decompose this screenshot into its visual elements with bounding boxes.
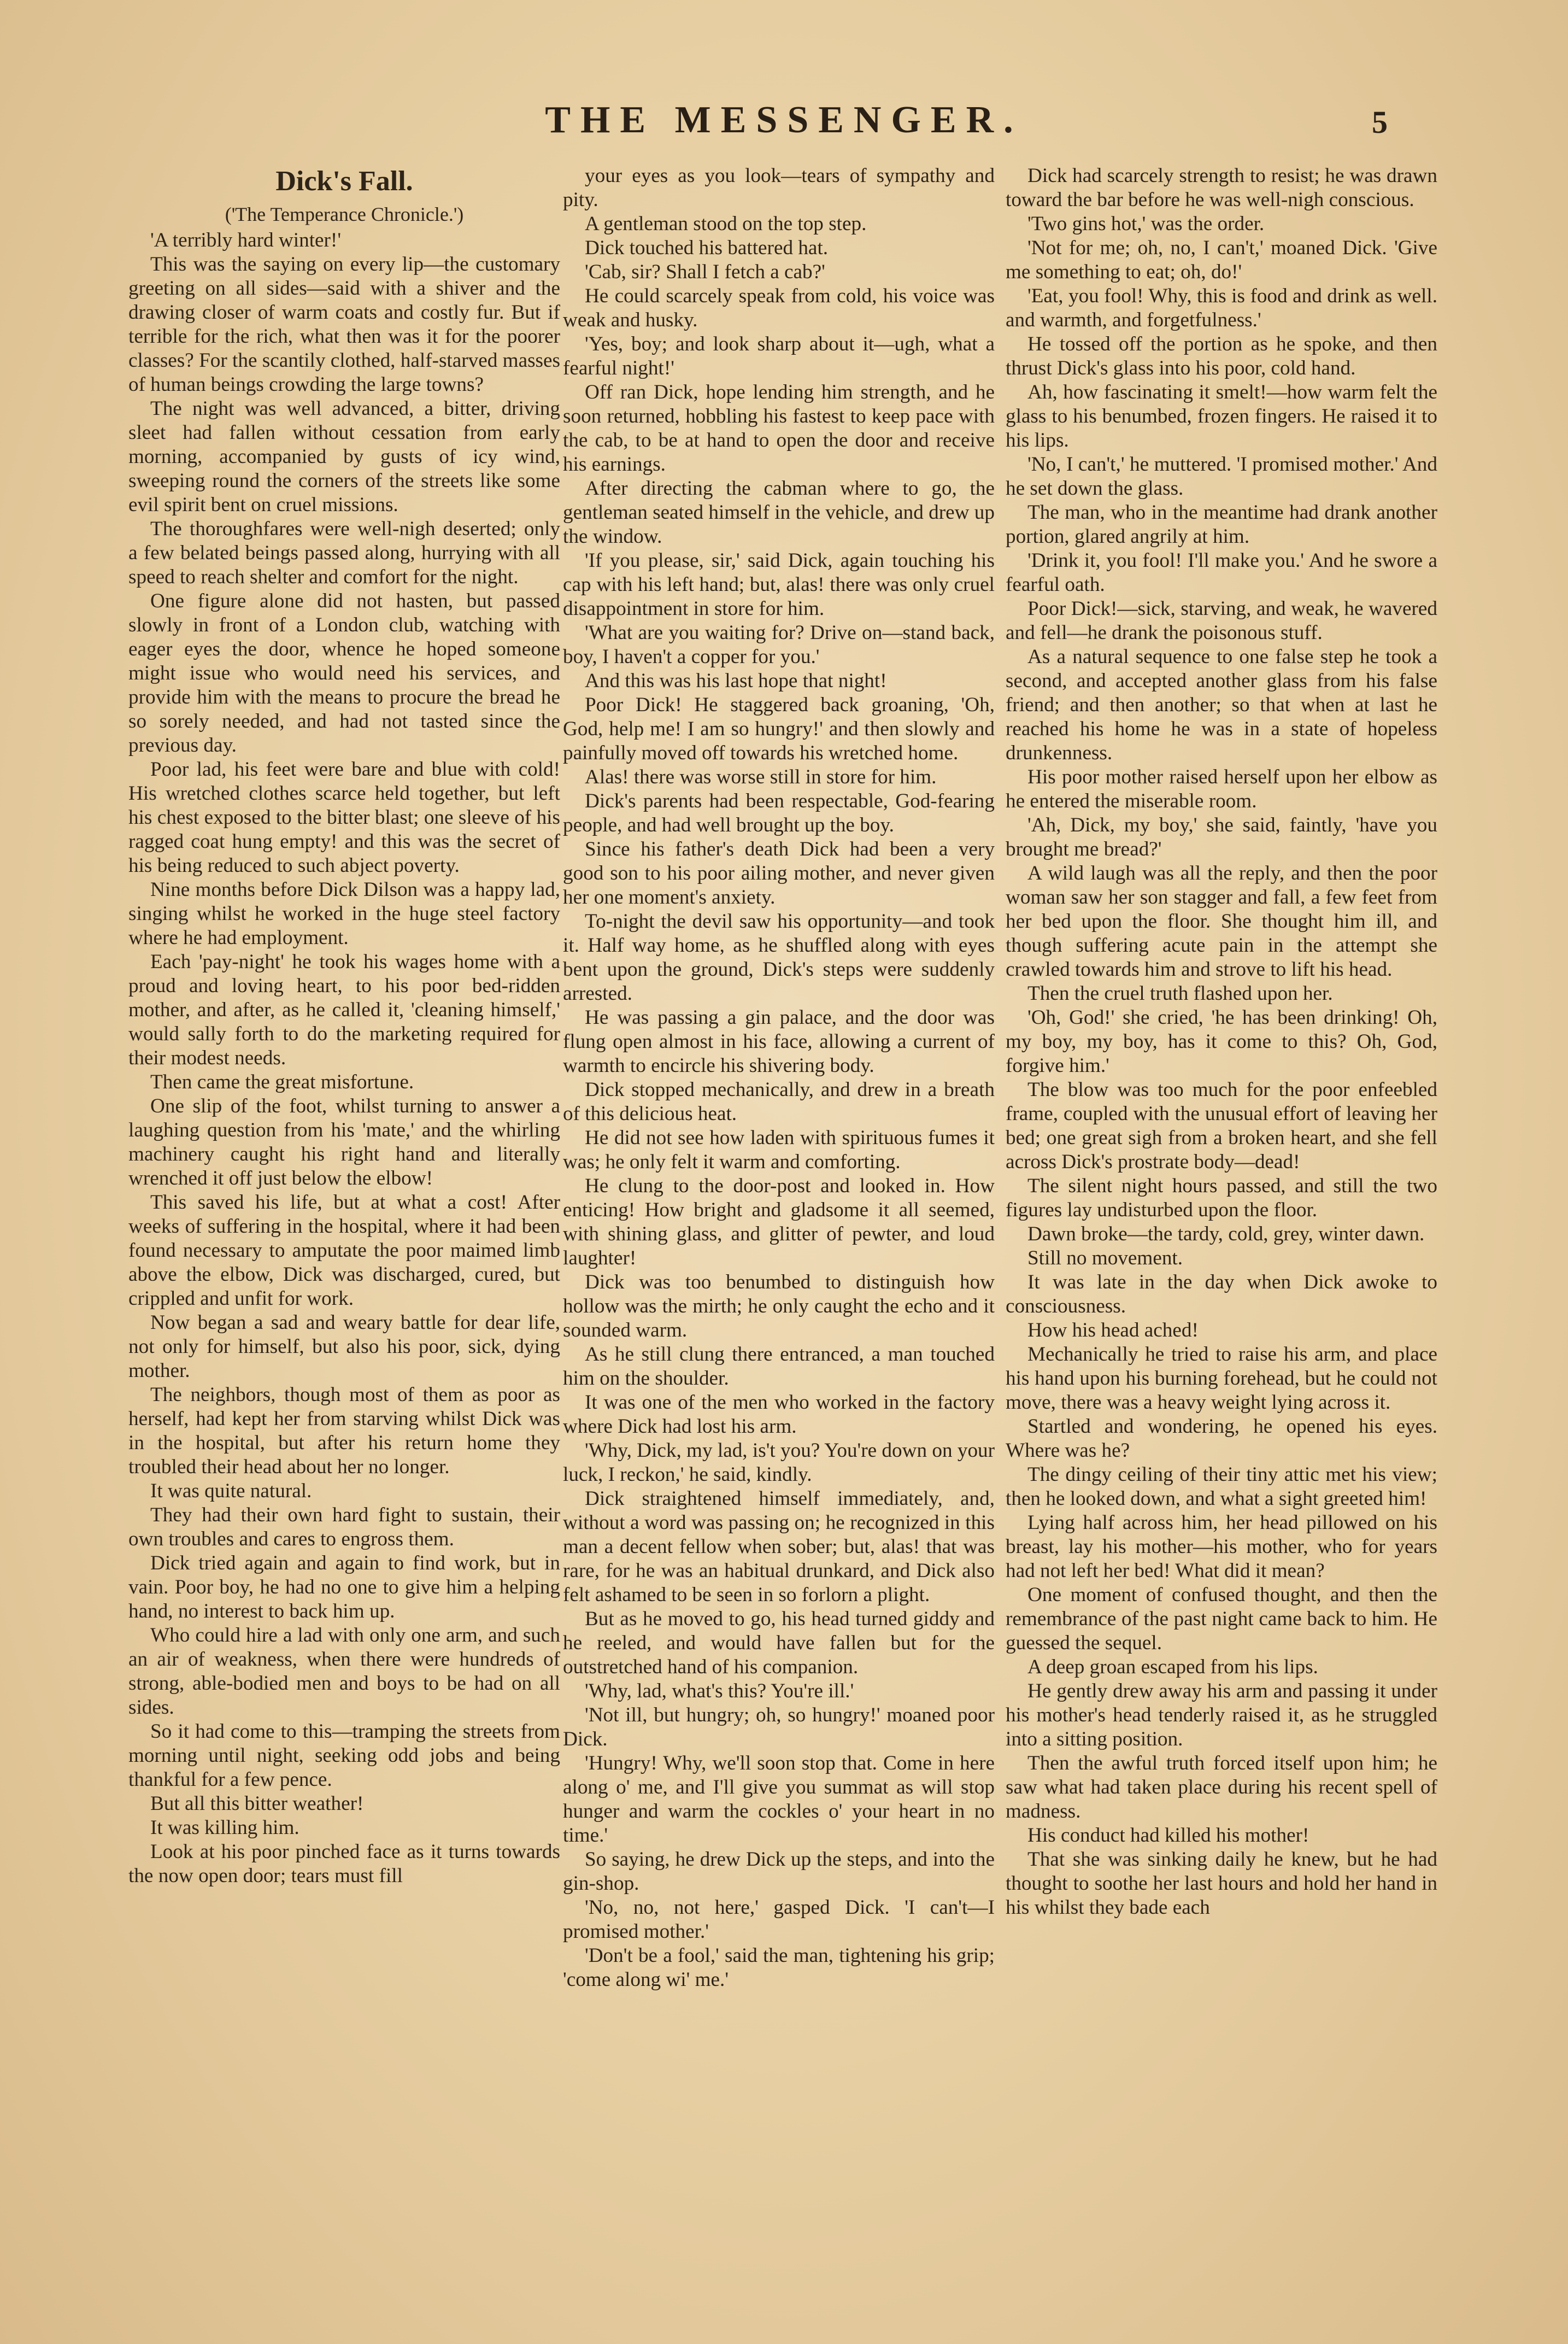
paragraph: As he still clung there entranced, a man touched him on the shoulder. <box>563 1343 995 1390</box>
column-1 <box>128 164 560 2198</box>
paragraph: 'Oh, God!' she cried, 'he has been drinking! Oh, my boy, my boy, has it come to this? Oh, God, forgive him.' <box>1006 1006 1437 1077</box>
paragraph: How his head ached! <box>1027 1319 1199 1341</box>
paragraph: Then the awful truth forced itself upon him; he saw what had taken place during his recent spell of madness. <box>1006 1752 1437 1823</box>
paragraph: The silent night hours passed, and still the two figures lay undisturbed upon the floor. <box>1006 1175 1437 1221</box>
paragraph: Poor lad, his feet were bare and blue with cold! His wretched clothes scarce held together, but left his chest exposed to the bitter blast; one sleeve of his ragged coat hung empty! and this was the secret of his being reduced to such abject poverty. <box>128 758 560 877</box>
paragraph: He was passing a gin palace, and the door was flung open almost in his face, allowing a current of warmth to encircle his shivering body. <box>563 1006 995 1077</box>
paragraph: The blow was too much for the poor enfeebled frame, coupled with the unusual effort of leaving her bed; one great sigh from a broken heart, and she fell across Dick's prostrate body—dead! <box>1006 1079 1437 1173</box>
paragraph: The man, who in the meantime had drank another portion, glared angrily at him. <box>1006 501 1437 548</box>
paragraph: He did not see how laden with spirituous fumes it was; he only felt it warm and comforting. <box>563 1127 995 1173</box>
paragraph: A gentleman stood on the top step. <box>585 213 867 235</box>
paragraph: Dick tried again and again to find work, but in vain. Poor boy, he had no one to give him a helping hand, no interest to back him up. <box>128 1552 560 1622</box>
paragraph: Dick touched his battered hat. <box>585 237 829 259</box>
paragraph: 'Hungry! Why, we'll soon stop that. Come in here along o' me, and I'll give you summat as will stop hunger and warm the cockles o' your heart in no time.' <box>563 1752 995 1847</box>
paragraph: 'No, no, not here,' gasped Dick. 'I can't—I promised mother.' <box>563 1896 995 1943</box>
paragraph: Now began a sad and weary battle for dear life, not only for himself, but also his poor, sick, dying mother. <box>128 1311 560 1382</box>
paragraph: 'A terribly hard winter!' <box>150 229 342 251</box>
masthead-title: THE MESSENGER. <box>545 99 1023 141</box>
paragraph: your eyes as you look—tears of sympathy and pity. <box>563 165 995 211</box>
paragraph: But all this bitter weather! <box>150 1792 364 1815</box>
column-3 <box>1006 164 1437 2198</box>
paragraph: A wild laugh was all the reply, and then the poor woman saw her son stagger and fall, a few feet from her bed upon the floor. She thought him ill, and though suffering acute pain in the attempt she crawled towards him and strove to lift his head. <box>1006 862 1437 981</box>
paragraph: The neighbors, though most of them as poor as herself, had kept her from starving whilst Dick was in the hospital, but after his return home they troubled their head about her no longer. <box>128 1384 560 1478</box>
paragraph: Then came the great misfortune. <box>150 1071 414 1093</box>
paragraph: It was quite natural. <box>150 1480 312 1502</box>
paragraph: 'Drink it, you fool! I'll make you.' And he swore a fearful oath. <box>1006 549 1437 596</box>
paragraph: He clung to the door-post and looked in. How enticing! How bright and gladsome it all seemed, with shining glass, and glitter of pewter, and loud laughter! <box>563 1175 995 1269</box>
column-1-text <box>128 228 560 1888</box>
paragraph: Dawn broke—the tardy, cold, grey, winter dawn. <box>1027 1223 1425 1245</box>
paragraph: Poor Dick! He staggered back groaning, 'Oh, God, help me! I am so hungry!' and then slowly and painfully moved off towards his wretched home. <box>563 694 995 764</box>
paragraph: Poor Dick!—sick, starving, and weak, he wavered and fell—he drank the poisonous stuff. <box>1006 597 1437 644</box>
paragraph: Nine months before Dick Dilson was a happy lad, singing whilst he worked in the huge steel factory where he had employment. <box>128 878 560 949</box>
paragraph: One figure alone did not hasten, but passed slowly in front of a London club, watching with eager eyes the door, whence he hoped someone might issue who would need his services, and provide him with the means to procure the bread he so sorely needed, and had not tasted since the previous day. <box>128 590 560 757</box>
paragraph: So saying, he drew Dick up the steps, and into the gin-shop. <box>563 1848 995 1895</box>
paragraph: It was killing him. <box>150 1816 299 1839</box>
paragraph: 'Eat, you fool! Why, this is food and drink as well. and warmth, and forgetfulness.' <box>1006 285 1437 331</box>
paragraph: To-night the devil saw his opportunity—and took it. Half way home, as he shuffled along with eyes bent upon the ground, Dick's steps were suddenly arrested. <box>563 910 995 1005</box>
paragraph: 'Yes, boy; and look sharp about it—ugh, what a fearful night!' <box>563 333 995 379</box>
paragraph: It was one of the men who worked in the factory where Dick had lost his arm. <box>563 1391 995 1438</box>
paragraph: So it had come to this—tramping the streets from morning until night, seeking odd jobs and being thankful for a few pence. <box>128 1720 560 1791</box>
paragraph: Startled and wondering, he opened his eyes. Where was he? <box>1006 1415 1437 1462</box>
paragraph: 'Don't be a fool,' said the man, tightening his grip; 'come along wi' me.' <box>563 1944 995 1991</box>
column-2 <box>563 164 995 2198</box>
paragraph: 'Not ill, but hungry; oh, so hungry!' moaned poor Dick. <box>563 1704 995 1750</box>
paragraph: After directing the cabman where to go, the gentleman seated himself in the vehicle, and drew up the window. <box>563 477 995 548</box>
paragraph: A deep groan escaped from his lips. <box>1027 1656 1318 1678</box>
column-3-text <box>1006 164 1437 1920</box>
paragraph: Dick stopped mechanically, and drew in a breath of this delicious heat. <box>563 1079 995 1125</box>
paragraph: 'Ah, Dick, my boy,' she said, faintly, 'have you brought me bread?' <box>1006 814 1437 860</box>
paragraph: Dick's parents had been respectable, God-fearing people, and had well brought up the boy. <box>563 790 995 836</box>
article-source: ('The Temperance Chronicle.') <box>225 203 464 225</box>
paragraph: It was late in the day when Dick awoke to consciousness. <box>1006 1271 1437 1317</box>
paragraph: 'Cab, sir? Shall I fetch a cab?' <box>585 261 825 283</box>
paragraph: He tossed off the portion as he spoke, and then thrust Dick's glass into his poor, cold hand. <box>1006 333 1437 379</box>
paragraph: His conduct had killed his mother! <box>1027 1824 1309 1847</box>
paragraph: Then the cruel truth flashed upon her. <box>1027 982 1333 1005</box>
paragraph: Who could hire a lad with only one arm, and such an air of weakness, when there were hundreds of strong, able-bodied men and boys to be had on all sides. <box>128 1624 560 1719</box>
paragraph: Dick straightened himself immediately, and, without a word was passing on; he recognized in this man a decent fellow when sober; but, alas! that was rare, for he was an habitual drunkard, and Dick also felt ashamed to be seen in so forlorn a plight. <box>563 1487 995 1606</box>
paragraph: Dick was too benumbed to distinguish how hollow was the mirth; he only caught the echo and it sounded warm. <box>563 1271 995 1341</box>
paragraph: He gently drew away his arm and passing it under his mother's head tenderly raised it, as he struggled into a sitting position. <box>1006 1680 1437 1750</box>
paragraph: Mechanically he tried to raise his arm, and place his hand upon his burning forehead, but he could not move, there was a heavy weight lying across it. <box>1006 1343 1437 1414</box>
paragraph: 'Two gins hot,' was the order. <box>1027 213 1265 235</box>
article-title: Dick's Fall. <box>275 166 413 197</box>
paragraph: 'No, I can't,' he muttered. 'I promised mother.' And he set down the glass. <box>1006 453 1437 500</box>
paragraph: This saved his life, but at what a cost! After weeks of suffering in the hospital, where it had been found necessary to amputate the poor maimed limb above the elbow, Dick was discharged, cured, but crippled and unfit for work. <box>128 1191 560 1310</box>
paragraph: Look at his poor pinched face as it turns towards the now open door; tears must fill <box>128 1841 560 1887</box>
paragraph: One slip of the foot, whilst turning to answer a laughing question from his 'mate,' and the whirling machinery caught his right hand and literally wrenched it off just below the elbow! <box>128 1095 560 1189</box>
paragraph: They had their own hard fight to sustain, their own troubles and cares to engross them. <box>128 1504 560 1550</box>
paragraph: His poor mother raised herself upon her elbow as he entered the miserable room. <box>1006 766 1437 812</box>
paragraph: Still no movement. <box>1027 1247 1183 1269</box>
paragraph: He could scarcely speak from cold, his voice was weak and husky. <box>563 285 995 331</box>
paragraph: 'What are you waiting for? Drive on—stand back, boy, I haven't a copper for you.' <box>563 622 995 668</box>
paragraph: Off ran Dick, hope lending him strength, and he soon returned, hobbling his fastest to keep pace with the cab, to be at hand to open the door and receive his earnings. <box>563 381 995 476</box>
paragraph: The night was well advanced, a bitter, driving sleet had fallen without cessation from early morning, accompanied by gusts of icy wind, sweeping round the corners of the streets like some evil spirit bent on cruel missions. <box>128 397 560 516</box>
paragraph: One moment of confused thought, and then the remembrance of the past night came back to him. He guessed the sequel. <box>1006 1584 1437 1654</box>
paragraph: 'If you please, sir,' said Dick, again touching his cap with his left hand; but, alas! there was only cruel disappointment in store for him. <box>563 549 995 620</box>
paragraph: Since his father's death Dick had been a very good son to his poor ailing mother, and never given her one moment's anxiety. <box>563 838 995 909</box>
paragraph: As a natural sequence to one false step he took a second, and accepted another glass from his false friend; and then another; so that when at last he reached his home he was in a state of hopeless drunkenness. <box>1006 646 1437 764</box>
page-header <box>0 98 1568 164</box>
paragraph: The thoroughfares were well-nigh deserted; only a few belated beings passed along, hurrying with all speed to reach shelter and comfort for the night. <box>128 518 560 588</box>
paragraph: Lying half across him, her head pillowed on his breast, lay his mother—his mother, who for years had not left her bed! What did it mean? <box>1006 1511 1437 1582</box>
paragraph: 'Why, Dick, my lad, is't you? You're down on your luck, I reckon,' he said, kindly. <box>563 1439 995 1486</box>
paragraph: And this was his last hope that night! <box>585 670 887 692</box>
paragraph: That she was sinking daily he knew, but he had thought to soothe her last hours and hold her hand in his whilst they bade each <box>1006 1848 1437 1919</box>
paragraph: 'Why, lad, what's this? You're ill.' <box>585 1680 854 1702</box>
paragraph: But as he moved to go, his head turned giddy and he reeled, and would have fallen but for the outstretched hand of his companion. <box>563 1608 995 1678</box>
paragraph: Ah, how fascinating it smelt!—how warm felt the glass to his benumbed, frozen fingers. He raised it to his lips. <box>1006 381 1437 452</box>
paragraph: Each 'pay-night' he took his wages home with a proud and loving heart, to his poor bed-ridden mother, and after, as he called it, 'cleaning himself,' would sally forth to do the marketing required for their modest needs. <box>128 951 560 1069</box>
column-2-text <box>563 164 995 1992</box>
paragraph: The dingy ceiling of their tiny attic met his view; then he looked down, and what a sight greeted him! <box>1006 1463 1437 1510</box>
paragraph: This was the saying on every lip—the customary greeting on all sides—said with a shiver and the drawing closer of warm coats and costly fur. But if terrible for the rich, what then was it for the poorer classes? For the scantily clothed, half-starved masses of human beings crowding the large towns? <box>128 253 560 396</box>
page-number: 5 <box>1372 104 1388 140</box>
paragraph: 'Not for me; oh, no, I can't,' moaned Dick. 'Give me something to eat; oh, do!' <box>1006 237 1437 283</box>
paragraph: Dick had scarcely strength to resist; he was drawn toward the bar before he was well-nigh conscious. <box>1006 165 1437 211</box>
paragraph: Alas! there was worse still in store for him. <box>585 766 937 788</box>
